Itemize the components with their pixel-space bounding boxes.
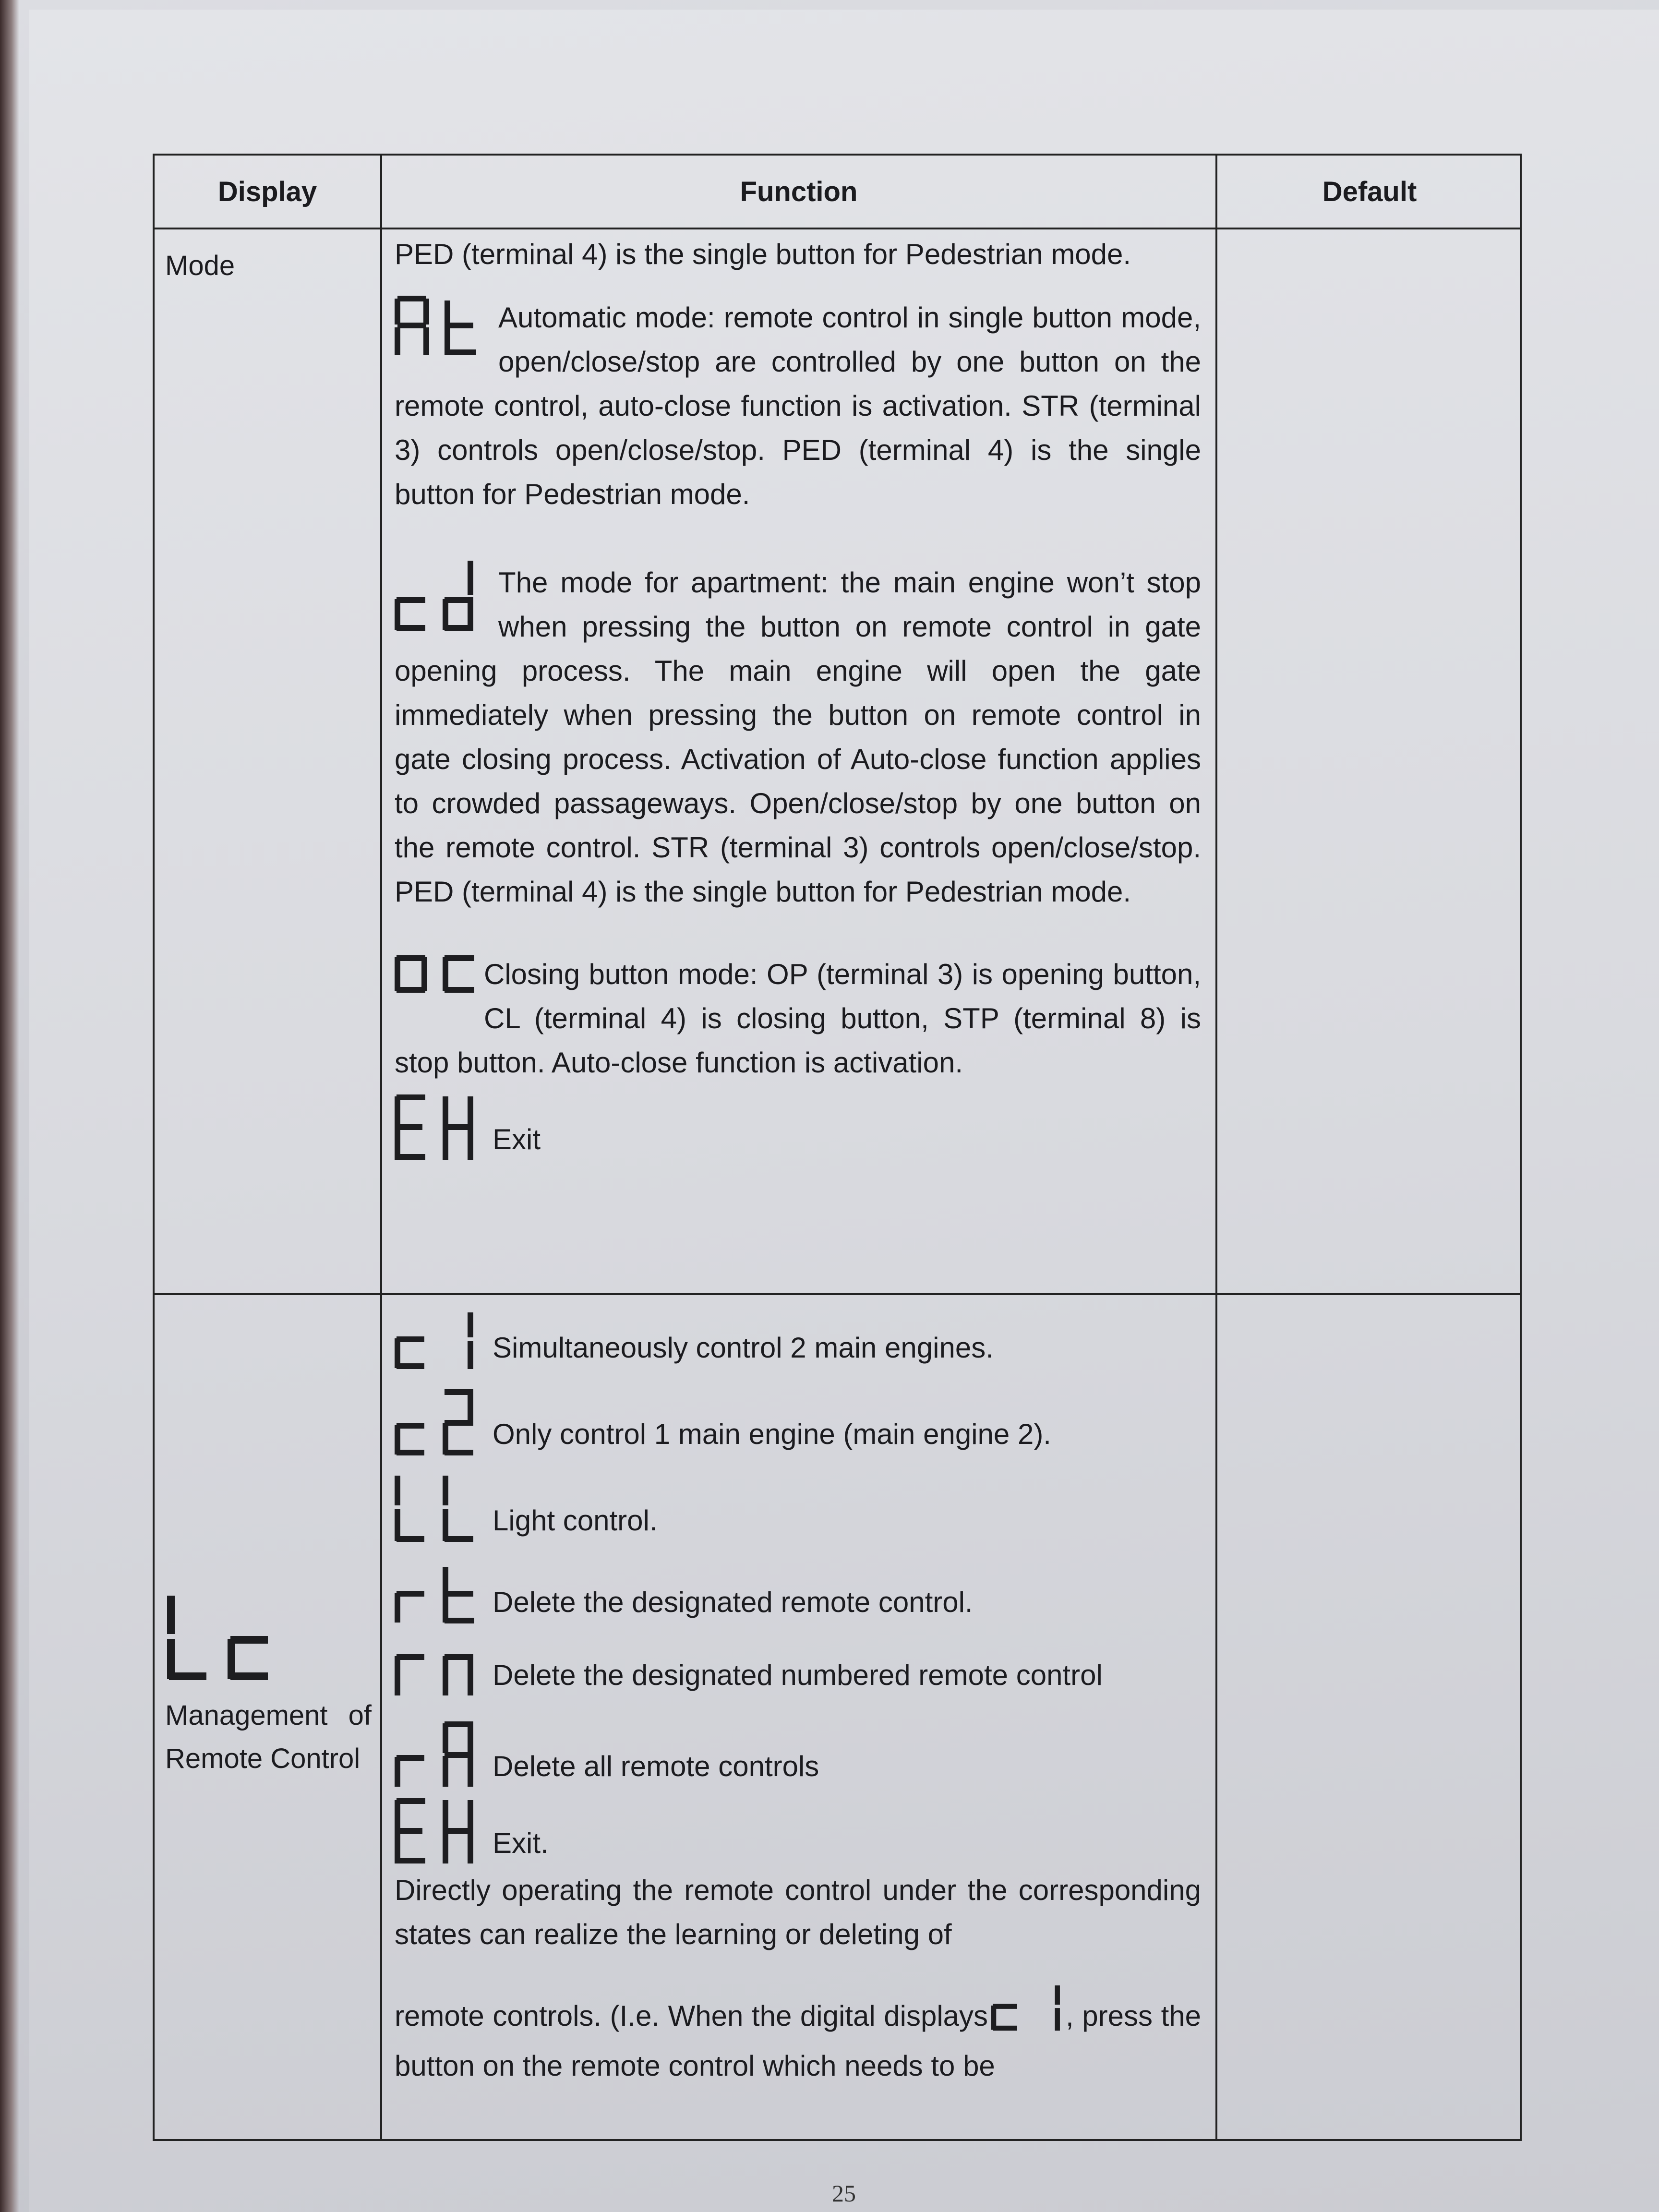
mode-function-cell <box>395 232 1201 1162</box>
remote-note-part1: Directly operating the remote control under the corresponding states can realize the learning or deleting of <box>395 1874 1201 1950</box>
remote-default-cell <box>1217 1295 1522 2140</box>
seven-segment-c2-icon <box>395 1389 476 1456</box>
header-display: Display <box>217 176 317 207</box>
mode-label: Mode <box>165 250 235 281</box>
header-default: Default <box>1322 176 1417 207</box>
remote-ll-text: Light control. <box>493 1504 658 1537</box>
seven-segment-EH-icon <box>395 1094 476 1162</box>
remote-entry-rn <box>395 1653 1201 1697</box>
manual-page <box>29 10 1659 2212</box>
mode-exit-text: Exit <box>493 1123 541 1155</box>
remote-function-cell <box>395 1312 1201 2088</box>
mode-display-cell <box>165 244 372 288</box>
mode-entry-exit <box>395 1094 1201 1162</box>
remote-display-cell <box>165 1596 372 1780</box>
remote-c1-text: Simultaneously control 2 main engines. <box>493 1332 994 1364</box>
seven-segment-cd-icon <box>395 561 481 645</box>
remote-entry-exit <box>395 1798 1201 1865</box>
remote-ra-text: Delete all remote controls <box>493 1750 819 1782</box>
remote-entry-ra <box>395 1721 1201 1789</box>
remote-rn-text: Delete the designated numbered remote control <box>493 1659 1103 1691</box>
seven-segment-c1-icon <box>991 1985 1063 2044</box>
remote-exit-text: Exit. <box>493 1827 549 1859</box>
seven-segment-rn-icon <box>395 1654 476 1697</box>
mode-entry-cd <box>395 561 1201 914</box>
mode-oc-text: Closing button mode: OP (terminal 3) is opening button, CL (terminal 4) is closing button, STP (terminal 8) is stop button. Auto-close function is activation. <box>395 958 1201 1079</box>
seven-segment-oC-icon <box>395 955 476 1006</box>
seven-segment-Lc-icon <box>165 1596 271 1682</box>
remote-entry-ll <box>395 1476 1201 1543</box>
mode-default-cell <box>1217 229 1522 1293</box>
remote-note-after: , press the button on the remote control which needs to be <box>395 2000 1201 2082</box>
mode-at-text: Automatic mode: remote control in single button mode, open/close/stop are controlled by one button on the remote control, auto-close function is activation. STR (terminal 3) controls open/close/stop. PED (terminal 4) is the single button for Pedestrian mode. <box>395 301 1201 510</box>
settings-table <box>153 154 1522 2141</box>
mode-cd-text: The mode for apartment: the main engine won’t stop when pressing the button on remote control in gate opening process. The main engine will open the gate immediately when pressing the button on remote control in gate closing process. Activation of Auto-close function applies to crowded passageways. Open/close/stop by one button on the remote control. STR (terminal 3) controls open/close/stop. PED (terminal 4) is the single button for Pedestrian mode. <box>395 566 1201 908</box>
page-binding-edge <box>0 0 19 2212</box>
remote-note-before: remote controls. (I.e. When the digital displays <box>395 2000 988 2032</box>
remote-entry-rt <box>395 1567 1201 1624</box>
header-function: Function <box>740 176 858 207</box>
remote-entry-c1 <box>395 1312 1201 1370</box>
page-number: 25 <box>832 2180 856 2207</box>
seven-segment-rt-icon <box>395 1567 476 1624</box>
seven-segment-LL-icon <box>395 1476 476 1543</box>
mode-entry-oc <box>395 952 1201 1085</box>
remote-management-label: Management of Remote Control <box>165 1700 372 1774</box>
seven-segment-At-icon <box>395 296 481 371</box>
mode-entry-at <box>395 296 1201 517</box>
seven-segment-rA-icon <box>395 1721 476 1789</box>
remote-note-part2 <box>395 1985 1201 2088</box>
column-divider <box>380 156 382 2139</box>
remote-c2-text: Only control 1 main engine (main engine 2). <box>493 1418 1051 1450</box>
seven-segment-EH-icon <box>395 1798 476 1865</box>
mode-intro: PED (terminal 4) is the single button for Pedestrian mode. <box>395 238 1131 270</box>
remote-entry-c2 <box>395 1389 1201 1456</box>
seven-segment-c1-icon <box>395 1312 476 1370</box>
remote-rt-text: Delete the designated remote control. <box>493 1586 973 1618</box>
